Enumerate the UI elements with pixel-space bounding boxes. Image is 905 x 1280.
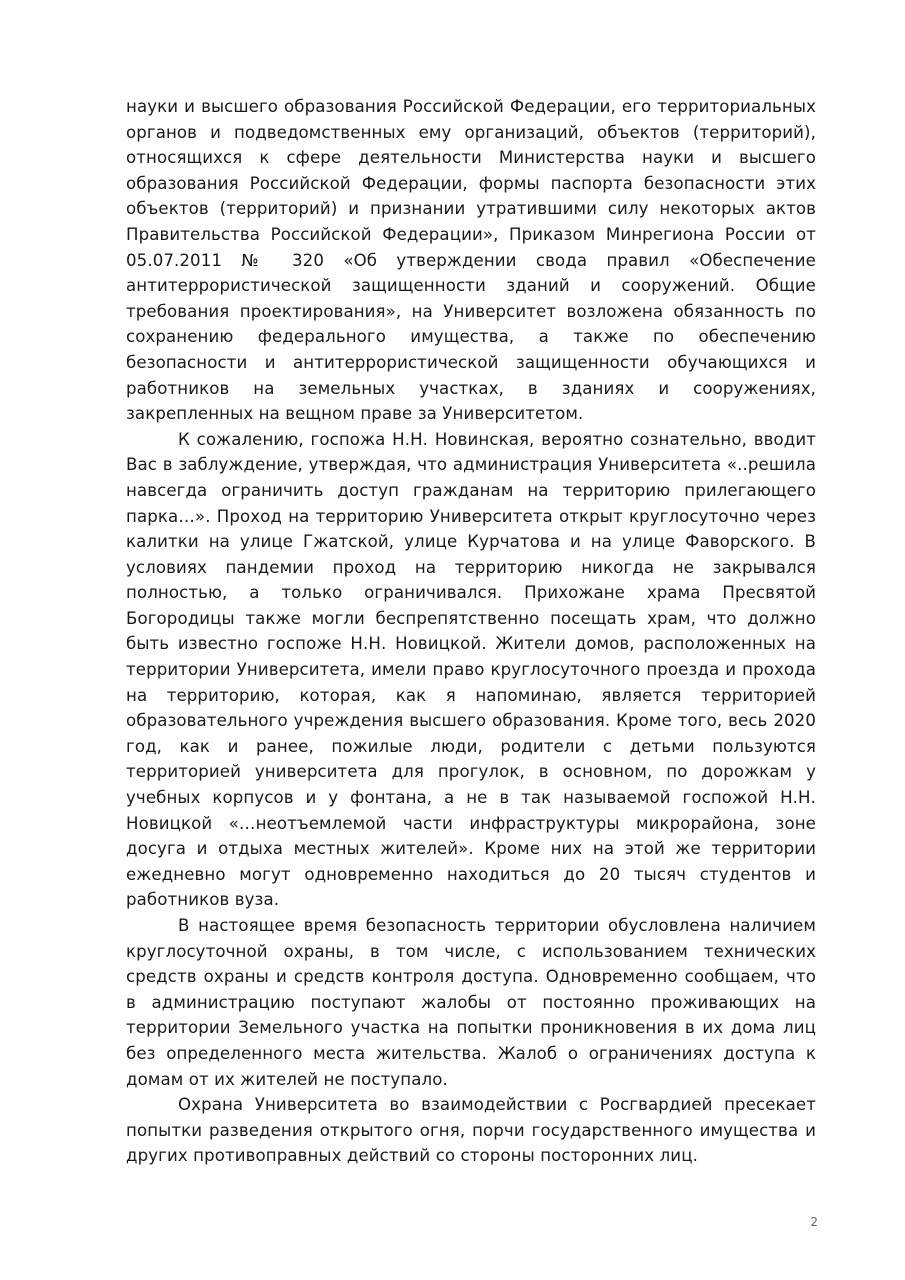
letter-body bbox=[126, 94, 816, 1169]
page-number: 2 bbox=[810, 1215, 818, 1229]
paragraph-access-claims: К сожалению, госпожа Н.Н. Новинская, вероятно сознательно, вводит Вас в заблуждение, утверждая, что администрация Университета «..решила навсегда ограничить доступ гражданам на территорию прилегающего парка…». Проход на территорию Университета открыт круглосуточно через калитки на улице Гжатской, улице Курчатова и на улице Фаворского. В условиях пандемии проход на территорию никогда не закрывался полностью, а только ограничивался. Прихожане храма Пресвятой Богородицы также могли беспрепятственно посещать храм, что должно быть известно госпоже Н.Н. Новицкой. Жители домов, расположенных на территории Университета, имели право круглосуточного проезда и прохода на территорию, которая, как я напоминаю, является территорией образовательного учреждения высшего образования. Кроме того, весь 2020 год, как и ранее, пожилые люди, родители с детьми пользуются территорией университета для прогулок, в основном, по дорожкам у учебных корпусов и у фонтана, а не в так называемой госпожой Н.Н. Новицкой «…неотъемлемой части инфраструктуры микрорайона, зоне досуга и отдыха местных жителей». Кроме них на этой же территории ежедневно могут одновременно находиться до 20 тысяч студентов и работников вуза. bbox=[126, 429, 816, 910]
paragraph-security: В настоящее время безопасность территории обусловлена наличием круглосуточной охраны, в том числе, с использованием технических средств охраны и средств контроля доступа. Одновременно сообщаем, что в администрацию поступают жалобы от постоянно проживающих на территории Земельного участка на попытки проникновения в их дома лиц без определенного места жительства. Жалоб о ограничениях доступа к домам от их жителей не поступало. bbox=[126, 916, 816, 1089]
paragraph-continuation: науки и высшего образования Российской Федерации, его территориальных органов и подведомственных ему организаций, объектов (территорий), относящихся к сфере деятельности Министерства науки и высшего образования Российской Федерации, формы паспорта безопасности этих объектов (территорий) и признании утратившими силу некоторых актов Правительства Российской Федерации», Приказом Минрегиона России от 05.07.2011 № 320 «Об утверждении свода правил «Обеспечение антитеррористической защищенности зданий и сооружений. Общие требования проектирования», на Университет возложена обязанность по сохранению федерального имущества, а также по обеспечению безопасности и антитеррористической защищенности обучающихся и работников на земельных участках, в зданиях и сооружениях, закрепленных на вещном праве за Университетом. bbox=[126, 97, 816, 424]
paragraph-guard-rosgvardia: Охрана Университета во взаимодействии с Росгвардией пресекает попытки разведения открытого огня, порчи государственного имущества и других противоправных действий со стороны посторонних лиц. bbox=[126, 1095, 816, 1166]
